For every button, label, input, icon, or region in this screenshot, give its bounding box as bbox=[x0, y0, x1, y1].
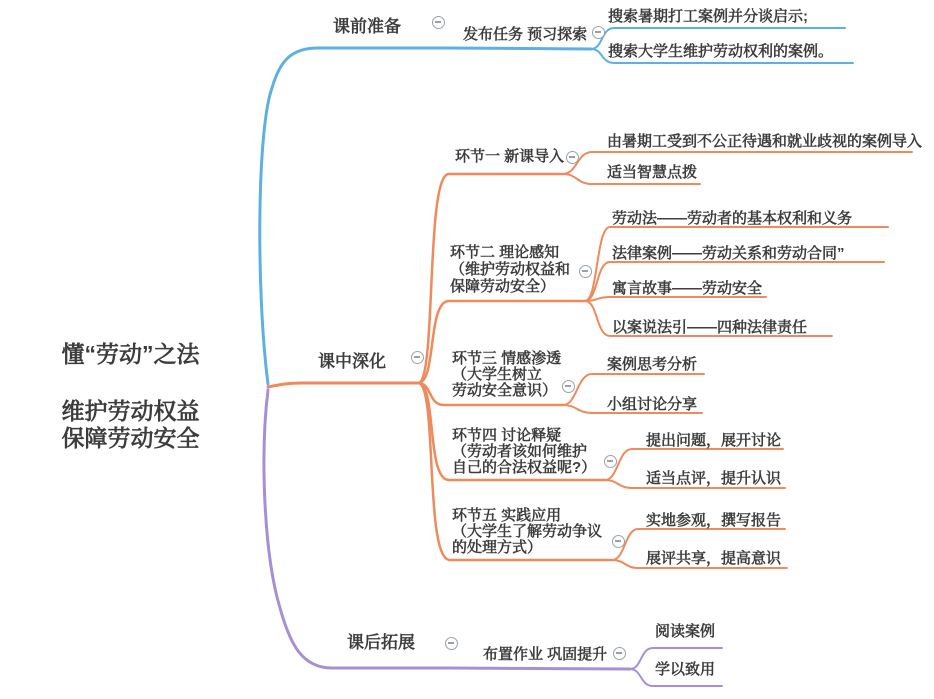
node-step2-line3: 保障劳动安全） bbox=[450, 278, 556, 295]
node-step4-line1: 环节四 讨论释疑 bbox=[452, 427, 562, 444]
node-step4-line2: （劳动者该如何维护 bbox=[452, 443, 588, 460]
node-step3-line2: （大学生树立 bbox=[452, 366, 543, 383]
leaf-step4-1[interactable]: 提出问题，展开讨论 bbox=[646, 432, 782, 449]
leaf-read-case[interactable]: 阅读案例 bbox=[655, 623, 716, 640]
node-step2-line2: （维护劳动权益和 bbox=[450, 261, 571, 278]
node-step4-line3: 自己的合法权益呢?） bbox=[452, 459, 597, 476]
node-pre-class[interactable]: 课前准备 bbox=[333, 17, 401, 36]
root-title-line2[interactable]: 维护劳动权益 bbox=[61, 398, 200, 424]
leaf-step2-3[interactable]: 寓言故事——劳动安全 bbox=[612, 280, 763, 297]
root-title-line1[interactable]: 懂“劳动”之法 bbox=[61, 341, 200, 367]
leaf-apply-knowledge[interactable]: 学以致用 bbox=[655, 661, 716, 678]
collapse-icon[interactable] bbox=[566, 151, 579, 164]
leaf-step5-2[interactable]: 展评共享，提高意识 bbox=[646, 550, 782, 567]
leaf-search-case-1[interactable]: 搜索暑期打工案例并分谈启示; bbox=[608, 8, 808, 25]
collapse-icon[interactable] bbox=[432, 16, 445, 29]
collapse-icon[interactable] bbox=[592, 26, 605, 39]
collapse-icon[interactable] bbox=[562, 380, 575, 393]
collapse-icon[interactable] bbox=[613, 647, 626, 660]
leaf-search-case-2[interactable]: 搜索大学生维护劳动权利的案例。 bbox=[608, 43, 834, 60]
node-step2[interactable] bbox=[450, 244, 570, 295]
node-step4[interactable] bbox=[452, 428, 596, 476]
node-after-class[interactable]: 课后拓展 bbox=[347, 633, 415, 652]
node-step3-line1: 环节三 情感渗透 bbox=[452, 350, 562, 367]
leaf-step1-2[interactable]: 适当智慧点拨 bbox=[607, 164, 698, 181]
leaf-step1-1[interactable]: 由暑期工受到不公正待遇和就业歧视的案例导入 bbox=[607, 133, 923, 150]
leaf-step2-4[interactable]: 以案说法引——四种法律责任 bbox=[612, 319, 808, 336]
node-in-class[interactable]: 课中深化 bbox=[318, 352, 386, 371]
collapse-icon[interactable] bbox=[411, 351, 424, 364]
leaf-step5-1[interactable]: 实地参观，撰写报告 bbox=[646, 512, 782, 529]
leaf-step2-2[interactable]: 法律案例——劳动关系和劳动合同” bbox=[612, 245, 845, 262]
node-step1[interactable]: 环节一 新课导入 bbox=[455, 148, 565, 165]
node-step5-line1: 环节五 实践应用 bbox=[452, 507, 562, 524]
node-assign-homework[interactable]: 布置作业 巩固提升 bbox=[483, 646, 608, 663]
connector-root-mid bbox=[268, 383, 418, 387]
collapse-icon[interactable] bbox=[579, 265, 592, 278]
collapse-icon[interactable] bbox=[604, 455, 617, 468]
root-title-line3[interactable]: 保障劳动安全 bbox=[61, 425, 200, 451]
node-step2-line1: 环节二 理论感知 bbox=[450, 244, 560, 261]
leaf-step2-1[interactable]: 劳动法——劳动者的基本权利和义务 bbox=[612, 210, 853, 227]
collapse-icon[interactable] bbox=[445, 637, 458, 650]
collapse-icon[interactable] bbox=[612, 535, 625, 548]
node-step3[interactable] bbox=[452, 351, 561, 399]
connector-root-pre bbox=[260, 48, 591, 384]
node-step5-line2: （大学生了解劳动争议 bbox=[452, 523, 603, 540]
node-publish-task[interactable]: 发布任务 预习探索 bbox=[463, 26, 588, 43]
leaf-step3-1[interactable]: 案例思考分析 bbox=[607, 356, 698, 373]
node-step5-line3: 的处理方式） bbox=[452, 539, 543, 556]
node-step5[interactable] bbox=[452, 508, 602, 556]
leaf-step4-2[interactable]: 适当点评，提升认识 bbox=[646, 470, 782, 487]
node-step3-line3: 劳动安全意识） bbox=[452, 382, 558, 399]
leaf-step3-2[interactable]: 小组讨论分享 bbox=[607, 396, 698, 413]
